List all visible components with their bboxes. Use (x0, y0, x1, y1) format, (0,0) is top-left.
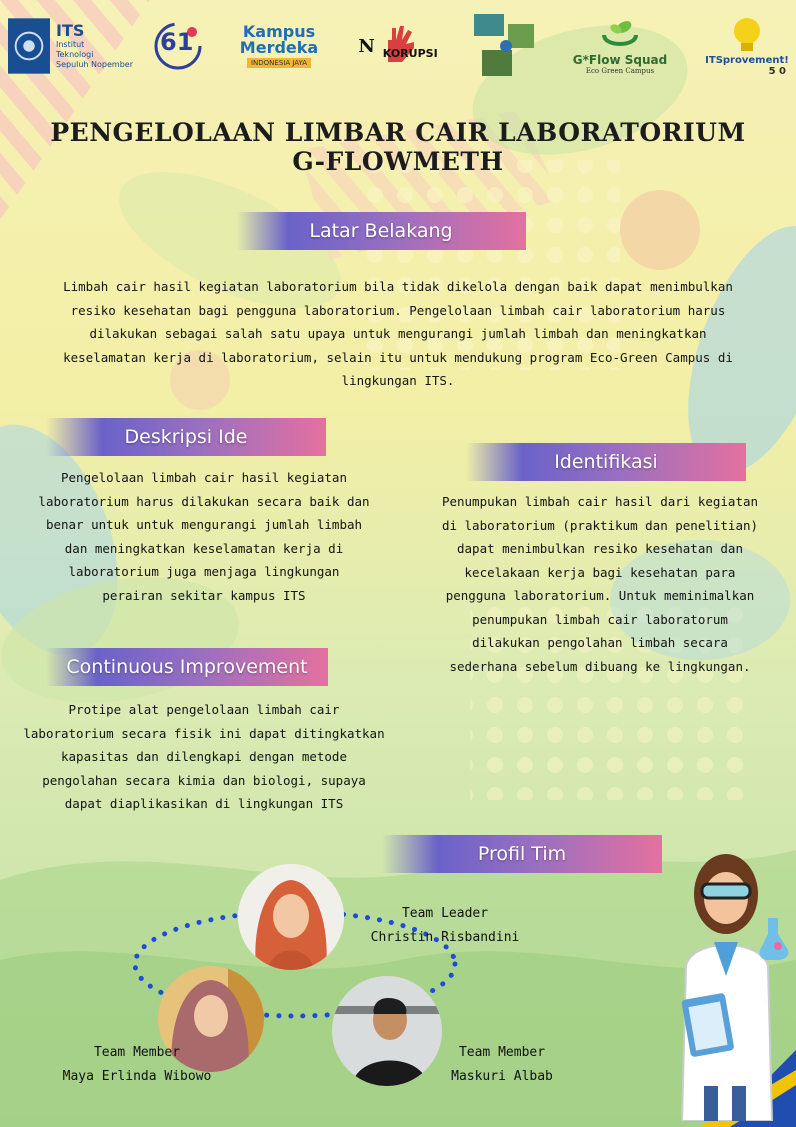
member-maskuri-name: Maskuri Albab (451, 1069, 553, 1084)
leaf-hands-icon (598, 17, 642, 53)
paragraph-line: pengguna laboratorium. Untuk meminimalkan (445, 588, 755, 603)
kampus-text: Kampus (242, 22, 316, 41)
member-maskuri-role: Team Member (458, 1045, 546, 1060)
man-portrait-icon (332, 976, 442, 1086)
deskripsi-ide-paragraph (14, 466, 394, 607)
member-maya-name: Maya Erlinda Wibowo (62, 1069, 212, 1084)
paragraph-line: kecelakaan kerja bagi kesehatan para (464, 564, 736, 580)
paragraph-line: dilakukan sebagai salah satu upaya untuk mengurangi jumlah limbah dan meningkatkan (89, 326, 707, 341)
sixty-one-text: 61 (160, 28, 194, 56)
paragraph-line: pengolahan secara kimia dan biologi, supaya (42, 772, 366, 788)
paragraph-line: di laboratorium (praktikum dan penelitian) (441, 517, 759, 533)
paragraph-line: laboratorium harus dilakukan secara baik dan (38, 493, 370, 509)
team-leader-role: Team Leader (401, 906, 489, 921)
paragraph-line: sederhana sebelum dibuang ke lingkungan. (449, 658, 751, 674)
no-korupsi-n: N (358, 35, 375, 57)
gflow-squad-name: G*Flow Squad (572, 53, 668, 67)
continuous-improvement-heading (46, 648, 328, 686)
profil-tim-heading (382, 835, 662, 873)
member-maya-label (46, 1041, 228, 1089)
lightbulb-icon (727, 15, 767, 55)
paragraph-line: penumpukan limbah cair laboratorum (472, 611, 728, 627)
kampus-merdeka-logo (236, 6, 322, 86)
its-logo (8, 6, 133, 86)
continuous-improvement-paragraph (14, 698, 394, 816)
identifikasi-heading (466, 443, 746, 481)
paragraph-line: Penumpukan limbah cair hasil dari kegiatan (441, 494, 759, 509)
team-leader-avatar (238, 864, 344, 970)
page-title (40, 118, 756, 176)
paragraph-line: dilakukan pengolahan limbah secara (472, 635, 728, 650)
its-logo-line: Teknologi (55, 50, 94, 59)
itsprovement-logo (702, 6, 792, 86)
paragraph-line: Protipe alat pengelolaan limbah cair (68, 702, 340, 717)
paragraph-line: laboratorium juga menjaga lingkungan (68, 564, 340, 579)
paragraph-line: Limbah cair hasil kegiatan laboratorium bila tidak dikelola dengan baik dapat menimbulkan (63, 279, 733, 294)
itsprovement-name: ITSprovement! (705, 55, 789, 66)
hijab-woman-portrait-icon (238, 864, 344, 970)
latar-belakang-heading (236, 212, 526, 250)
itsprovement-number: 5 0 (768, 66, 786, 77)
scientist-illustration (668, 846, 794, 1121)
member-maskuri-avatar (332, 976, 442, 1086)
gflow-squad-logo (570, 6, 670, 86)
paragraph-line: perairan sekitar kampus ITS (102, 587, 306, 603)
paragraph-line: kapasitas dan dilengkapi dengan metode (61, 749, 347, 764)
indonesia-jaya-tag: INDONESIA JAYA (247, 58, 311, 68)
member-maya-role: Team Member (93, 1045, 181, 1060)
no-korupsi-text: KORUPSI (382, 46, 438, 60)
paragraph-line: dapat menimbulkan resiko kesehatan dan (457, 541, 743, 556)
paragraph-line: keselamatan kerja di laboratorium, selain itu untuk mendukung program Eco-Green Campus di (63, 349, 733, 365)
team-leader-name: Christin Risbandini (370, 930, 520, 945)
paragraph-line: lingkungan ITS. (341, 373, 455, 388)
latar-belakang-paragraph (30, 275, 766, 393)
photo-collage-logo (470, 6, 540, 86)
deskripsi-ide-heading (46, 418, 326, 456)
team-leader-label (360, 902, 530, 950)
no-korupsi-logo (360, 6, 436, 86)
paragraph-line: laboratorium secara fisik ini dapat ditingkatkan (23, 725, 385, 741)
title-line-2: G-FLOWMETH (292, 147, 504, 176)
collage-image-icon (472, 10, 538, 82)
paragraph-line: dan meningkatkan keselamatan kerja di (64, 540, 344, 556)
member-maskuri-label (430, 1041, 574, 1089)
sixty-one-logo (148, 6, 208, 86)
paragraph-line: benar untuk untuk mengurangi jumlah limbah (45, 517, 363, 532)
its-emblem-icon (8, 17, 50, 75)
identifikasi-paragraph (410, 490, 790, 678)
latar-belakang-heading-text: Latar Belakang (309, 220, 453, 242)
continuous-improvement-heading-text: Continuous Improvement (66, 656, 308, 678)
paragraph-line: dapat diaplikasikan di lingkungan ITS (64, 796, 344, 811)
profil-tim-heading-text: Profil Tim (477, 843, 567, 865)
title-line-1: PENGELOLAAN LIMBAR CAIR LABORATORIUM (50, 118, 746, 147)
deskripsi-ide-heading-text: Deskripsi Ide (124, 426, 248, 448)
its-logo-name: ITS (55, 21, 85, 40)
paragraph-line: Pengelolaan limbah cair hasil kegiatan (61, 470, 347, 485)
its-logo-line: Sepuluh Nopember (55, 60, 133, 69)
identifikasi-heading-text: Identifikasi (554, 451, 658, 473)
its-logo-line: Institut (55, 40, 85, 49)
merdeka-text: Merdeka (239, 38, 319, 57)
paragraph-line: resiko kesehatan bagi pengguna laboratorium. Pengelolaan limbah cair laboratorium harus (70, 302, 726, 318)
gflow-squad-tag: Eco Green Campus (585, 67, 655, 75)
